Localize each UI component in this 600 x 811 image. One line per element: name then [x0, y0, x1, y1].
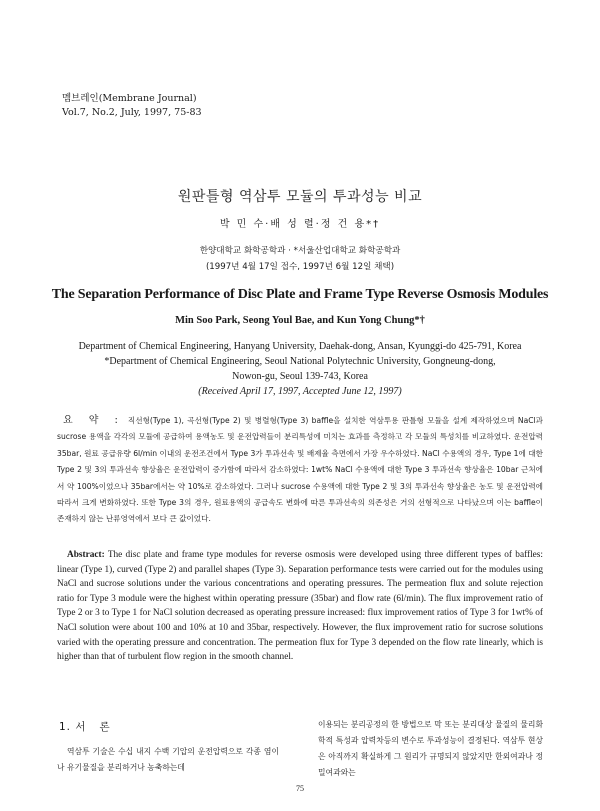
english-authors: Min Soo Park, Seong Youl Bae, and Kun Yong Chung*† [175, 315, 425, 326]
korean-affiliation-block [0, 243, 600, 275]
body-left-column [57, 719, 279, 776]
section-number: 1. [59, 721, 72, 733]
english-affiliation-block [0, 339, 600, 399]
english-affiliation-1: Department of Chemical Engineering, Hanyang University, Daehak-dong, Ansan, Kyunggi-do 425-791, Korea [78, 341, 522, 352]
english-title: The Separation Performance of Disc Plate and Frame Type Reverse Osmosis Modules [51, 287, 549, 302]
intro-paragraph-left: 역삼투 기술은 수십 내지 수백 기압의 운전압력으로 각종 염이나 유기물질을 분리하거나 농축하는데 [57, 747, 279, 772]
intro-paragraph-right: 이용되는 분리공정의 한 방법으로 막 또는 분리대상 물질의 물리화학적 특성과 압력차등의 변수로 투과성능이 결정된다. 역삼투 현상은 아직까지 확실하게 그 원리가 규명되지 않았지만 한외여과나 정밀여과와는 [318, 720, 543, 777]
journal-volume: Vol.7, No.2, July, 1997, 75-83 [62, 107, 202, 118]
section-heading [59, 719, 279, 734]
korean-received: (1997년 4월 17일 접수, 1997년 6월 12일 채택) [205, 262, 395, 272]
page-number: 75 [296, 784, 304, 793]
korean-abstract-label: 요 약 : [63, 415, 124, 426]
section-title-part-1: 서 [75, 721, 100, 733]
english-received: (Received April 17, 1997, Accepted June 12, 1997) [198, 386, 402, 397]
korean-authors: 박 민 수·배 성 렬·정 건 용*† [219, 219, 381, 230]
section-title-part-2: 론 [99, 721, 111, 733]
journal-header [62, 92, 202, 120]
english-affiliation-2: *Department of Chemical Engineering, Seoul National Polytechnic University, Gongneung-dong, [104, 356, 496, 367]
korean-abstract [57, 413, 543, 528]
korean-affiliation: 한양대학교 화학공학과 · *서울산업대학교 화학공학과 [199, 246, 401, 256]
korean-title: 원판틀형 역삼투 모듈의 투과성능 비교 [177, 189, 423, 205]
body-right-column [318, 717, 543, 781]
english-abstract-label: Abstract: [67, 550, 105, 560]
english-abstract-text: The disc plate and frame type modules for reverse osmosis were developed using three different types of baffles: linear (Type 1), curved (Type 2) and parallel shapes (Type 3). Separation performance tests were carried out for the modules using NaCl and sucrose solutions under the various concentrations and operating pressures. The permeation flux and solute rejection ratio for Type 3 module were the highest within operating pressure (35bar) and flow rate (6l/min). The flux improvement ratio of Type 2 or 3 to Type 1 for NaCl solution decreased as operating pressure increased: flux improvement ratios of Type 3 for 1wt% of NaCl solution were about 100 and 10% at 10 and 35bar, respectively. However, the flux improvement ratio for sucrose solutions varied with the operating pressure and concentration. The permeation flux for Type 3 depended on the flow rate linearly, which is higher than that of turbulent flow region in the smooth channel. [57, 550, 544, 663]
english-affiliation-3: Nowon-gu, Seoul 139-743, Korea [232, 371, 368, 382]
korean-abstract-text: 직선형(Type 1), 곡선형(Type 2) 및 병렬형(Type 3) baffle을 설치한 역삼투용 판틀형 모듈을 설계 제작하였으며 NaCl과 sucrose 용액을 각각의 모듈에 공급하여 용액농도 및 운전압력들이 분리특성에 미치는 효과를 측정하고 각 모듈의 특성치를 비교하였다. 운전압력 35bar, 원료 공급유량 6l/min 이내의 운전조건에서 Type 3가 투과선속 및 배제율 측면에서 가장 우수하였다. NaCl 수용액의 경우, Type 1에 대한 Type 2 및 3의 투과선속 향상율은 운전압력이 증가함에 따라서 감소하였다: 1wt% NaCl 수용액에 대한 Type 3 투과선속 향상율은 10bar 근처에서 약 100%이었으나 35bar에서는 약 10%로 감소하였다. 그러나 sucrose 수용액에 대한 Type 2 및 3의 투과선속 향상율은 농도 및 운전압력에 따라서 크게 변화하였다. 또한 Type 3의 경우, 원료용액의 공급속도 변화에 따른 투과선속의 의존성은 거의 선형적으로 나타났으며 이는 baffle이 존재하지 않는 난류영역에서 보다 큰 값이었다. [57, 416, 543, 524]
journal-name: 멤브레인(Membrane Journal) [62, 93, 197, 104]
english-abstract [57, 548, 543, 665]
